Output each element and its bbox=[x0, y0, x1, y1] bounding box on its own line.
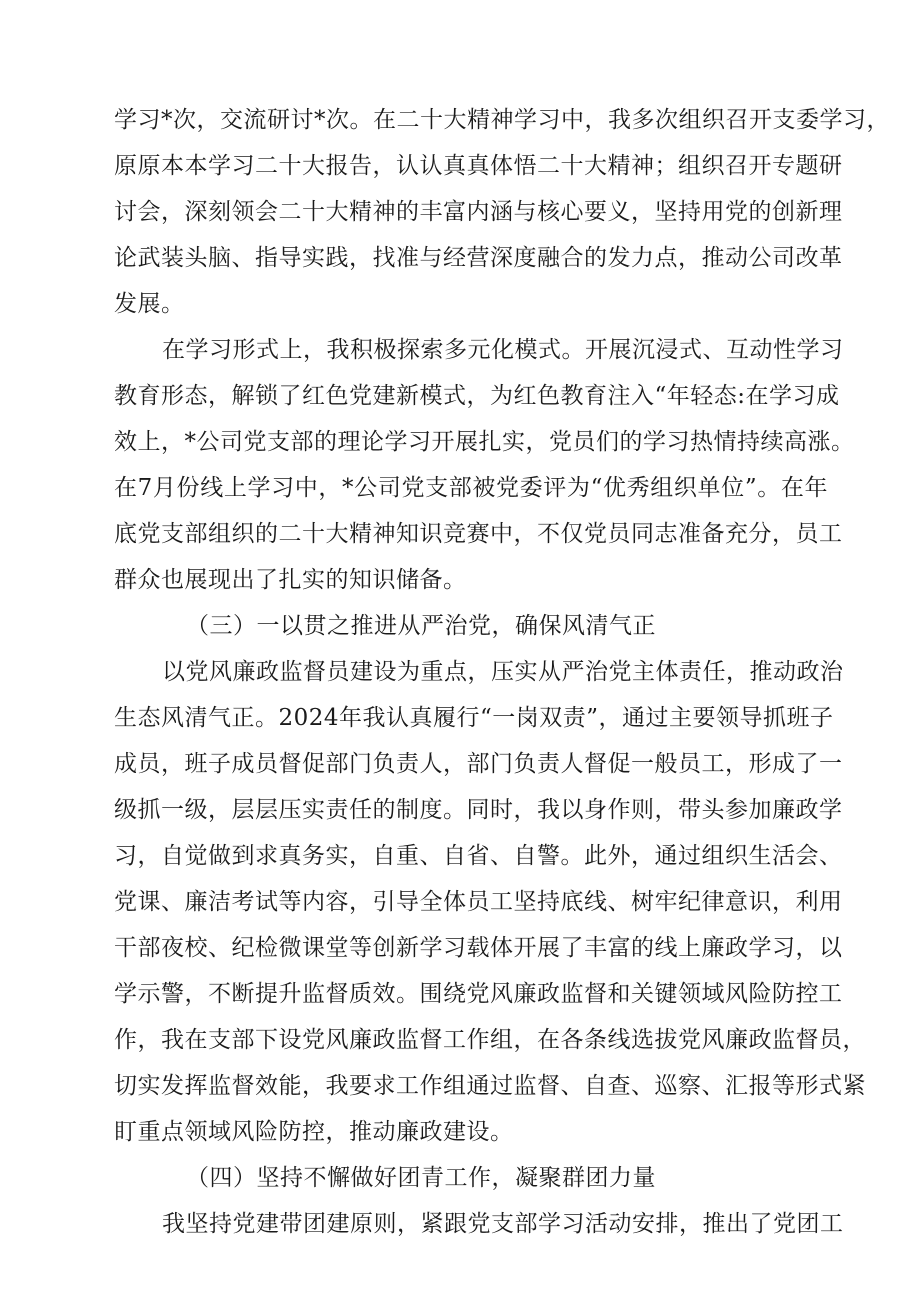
paragraph-line: 习，自觉做到求真务实，自重、自省、自警。此外，通过组织生活会、 bbox=[114, 843, 843, 869]
paragraph-line: 作，我在支部下设党风廉政监督工作组，在各条线选拔党风廉政监督员， bbox=[114, 1027, 866, 1053]
paragraph-line: 在7月份线上学习中，*公司党支部被党委评为“优秀组织单位”。在年 bbox=[114, 475, 828, 501]
paragraph-line: 成员，班子成员督促部门负责人，部门负责人督促一般员工，形成了一 bbox=[114, 751, 843, 777]
paragraph-line: 党课、廉洁考试等内容，引导全体员工坚持底线、树牢纪律意识，利用 bbox=[114, 889, 843, 915]
paragraph-line: 论武装头脑、指导实践，找准与经营深度融合的发力点，推动公司改革 bbox=[114, 245, 843, 271]
paragraph-line: 以党风廉政监督员建设为重点，压实从严治党主体责任，推动政治 bbox=[162, 659, 844, 685]
paragraph-line: 学习*次，交流研讨*次。在二十大精神学习中，我多次组织召开支委学习， bbox=[114, 107, 890, 133]
paragraph-line: 级抓一级，层层压实责任的制度。同时，我以身作则，带头参加廉政学 bbox=[114, 797, 843, 823]
section-heading: （三）一以贯之推进从严治党，确保风清气正 bbox=[186, 613, 656, 639]
paragraph-line: 讨会，深刻领会二十大精神的丰富内涵与核心要义，坚持用党的创新理 bbox=[114, 199, 843, 225]
paragraph-line: 生态风清气正。2024年我认真履行“一岗双责”，通过主要领导抓班子 bbox=[114, 705, 834, 731]
paragraph-line: 我坚持党建带团建原则，紧跟党支部学习活动安排，推出了党团工 bbox=[162, 1211, 844, 1237]
paragraph-line: 原原本本学习二十大报告，认认真真体悟二十大精神；组织召开专题研 bbox=[114, 153, 843, 179]
paragraph-line: 切实发挥监督效能，我要求工作组通过监督、自查、巡察、汇报等形式紧 bbox=[114, 1073, 866, 1099]
section-heading: （四）坚持不懈做好团青工作，凝聚群团力量 bbox=[186, 1165, 656, 1191]
paragraph-line: 群众也展现出了扎实的知识储备。 bbox=[114, 567, 467, 593]
paragraph-line: 底党支部组织的二十大精神知识竞赛中，不仅党员同志准备充分，员工 bbox=[114, 521, 843, 547]
paragraph-line: 效上，*公司党支部的理论学习开展扎实，党员们的学习热情持续高涨。 bbox=[114, 429, 855, 455]
paragraph-line: 盯重点领域风险防控，推动廉政建设。 bbox=[114, 1119, 514, 1145]
paragraph-line: 发展。 bbox=[114, 291, 185, 317]
paragraph-line: 干部夜校、纪检微课堂等创新学习载体开展了丰富的线上廉政学习，以 bbox=[114, 935, 843, 961]
paragraph-line: 在学习形式上，我积极探索多元化模式。开展沉浸式、互动性学习 bbox=[162, 337, 844, 363]
paragraph-line: 学示警，不断提升监督质效。围绕党风廉政监督和关键领域风险防控工 bbox=[114, 981, 843, 1007]
paragraph-line: 教育形态，解锁了红色党建新模式，为红色教育注入“年轻态:在学习成 bbox=[114, 383, 840, 409]
